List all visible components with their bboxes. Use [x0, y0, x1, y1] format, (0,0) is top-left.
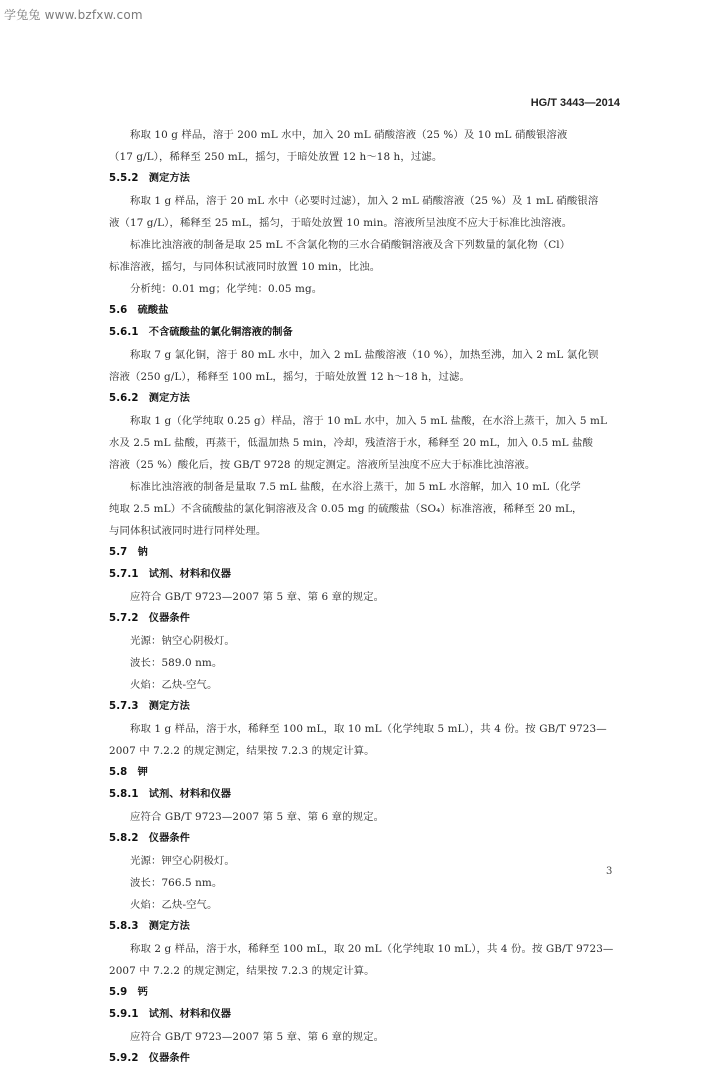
section-heading: 5.8 钾 [109, 767, 148, 778]
standard-code-header: HG/T 3443—2014 [530, 97, 620, 109]
section-heading: 5.7.3 测定方法 [109, 701, 190, 712]
text-line: 水及 2.5 mL 盐酸，再蒸干，低温加热 5 min，冷却，残渣溶于水，稀释至 20 mL，加入 0.5 mL 盐酸 [109, 437, 594, 449]
text-line: 2007 中 7.2.2 的规定测定，结果按 7.2.3 的规定计算。 [109, 965, 375, 977]
text-line: 波长：766.5 nm。 [130, 877, 223, 889]
text-line: 称取 2 g 样品，溶于水，稀释至 100 mL，取 20 mL（化学纯取 10 mL），共 4 份。按 GB/T 9723— [130, 943, 614, 955]
text-line: 光源：钠空心阴极灯。 [130, 635, 235, 647]
text-line: 分析纯：0.01 mg；化学纯：0.05 mg。 [130, 283, 323, 295]
text-line: 称取 1 g（化学纯取 0.25 g）样品，溶于 10 mL 水中，加入 5 mL 盐酸，在水浴上蒸干，加入 5 mL [130, 415, 608, 427]
text-line: 溶液（25 %）酸化后，按 GB/T 9728 的规定测定。溶液所呈浊度不应大于标准比浊溶液。 [109, 459, 536, 471]
section-heading: 5.9.1 试剂、材料和仪器 [109, 1009, 232, 1020]
text-line: 火焰：乙炔-空气。 [130, 899, 218, 911]
text-line: 火焰：乙炔-空气。 [130, 679, 218, 691]
text-line: 液（17 g/L），稀释至 25 mL，摇匀，于暗处放置 10 min。溶液所呈浊度不应大于标准比浊溶液。 [109, 217, 573, 229]
section-heading: 5.9.2 仪器条件 [109, 1053, 190, 1064]
text-line: 标准比浊溶液的制备是量取 7.5 mL 盐酸，在水浴上蒸干，加 5 mL 水溶解，加入 10 mL（化学 [130, 481, 581, 493]
text-line: 称取 1 g 样品，溶于 20 mL 水中（必要时过滤），加入 2 mL 硝酸溶液（25 %）及 1 mL 硝酸银溶 [130, 195, 599, 207]
text-line: 标准比浊溶液的制备是取 25 mL 不含氯化物的三水合硝酸铜溶液及含下列数量的氯化物（Cl） [130, 239, 571, 251]
document-body [109, 124, 617, 1070]
section-heading: 5.6 硫酸盐 [109, 305, 169, 316]
text-line: 应符合 GB/T 9723—2007 第 5 章、第 6 章的规定。 [130, 591, 385, 603]
section-heading: 5.7.2 仪器条件 [109, 613, 190, 624]
section-heading: 5.9 钙 [109, 987, 148, 998]
text-line: （17 g/L），稀释至 250 mL，摇匀，于暗处放置 12 h～18 h，过滤。 [109, 151, 443, 163]
section-heading: 5.8.3 测定方法 [109, 921, 190, 932]
section-heading: 5.6.2 测定方法 [109, 393, 190, 404]
text-line: 纯取 2.5 mL）不含硫酸盐的氯化铜溶液及含 0.05 mg 的硫酸盐（SO₄）标准溶液，稀释至 20 mL， [109, 503, 583, 515]
text-line: 溶液（250 g/L），稀释至 100 mL，摇匀，于暗处放置 12 h～18 h，过滤。 [109, 371, 471, 383]
page-number: 3 [606, 866, 613, 877]
text-line: 2007 中 7.2.2 的规定测定，结果按 7.2.3 的规定计算。 [109, 745, 375, 757]
section-heading: 5.5.2 测定方法 [109, 173, 190, 184]
text-line: 标准溶液，摇匀，与同体积试液同时放置 10 min，比浊。 [109, 261, 381, 273]
text-line: 称取 10 g 样品，溶于 200 mL 水中，加入 20 mL 硝酸溶液（25 %）及 10 mL 硝酸银溶液 [130, 129, 568, 141]
text-line: 称取 7 g 氯化铜，溶于 80 mL 水中，加入 2 mL 盐酸溶液（10 %），加热至沸，加入 2 mL 氯化钡 [130, 349, 599, 361]
text-line: 应符合 GB/T 9723—2007 第 5 章、第 6 章的规定。 [130, 1031, 385, 1043]
section-heading: 5.6.1 不含硫酸盐的氯化铜溶液的制备 [109, 327, 293, 338]
section-heading: 5.7 钠 [109, 547, 148, 558]
text-line: 称取 1 g 样品，溶于水，稀释至 100 mL，取 10 mL（化学纯取 5 mL），共 4 份。按 GB/T 9723— [130, 723, 607, 735]
section-heading: 5.8.2 仪器条件 [109, 833, 190, 844]
text-line: 应符合 GB/T 9723—2007 第 5 章、第 6 章的规定。 [130, 811, 385, 823]
section-heading: 5.7.1 试剂、材料和仪器 [109, 569, 232, 580]
text-line: 与同体积试液同时进行同样处理。 [109, 525, 267, 537]
section-heading: 5.8.1 试剂、材料和仪器 [109, 789, 232, 800]
watermark-text: 学兔兔 www.bzfxw.com [4, 8, 143, 22]
text-line: 光源：钾空心阴极灯。 [130, 855, 235, 867]
text-line: 波长：589.0 nm。 [130, 657, 223, 669]
